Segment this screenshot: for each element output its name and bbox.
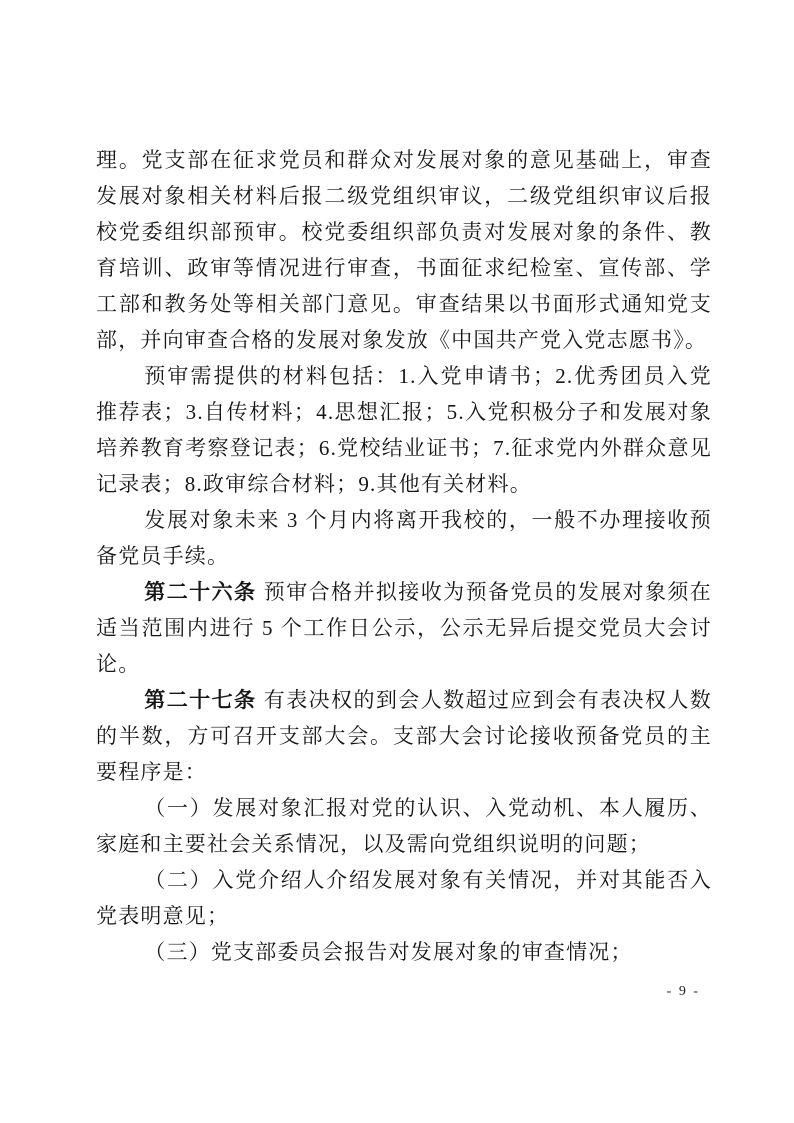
paragraph-article-27	[96, 682, 712, 790]
paragraph-item-3	[96, 934, 712, 970]
paragraph-text: 预审需提供的材料包括：1.入党申请书；2.优秀团员入党推荐表；3.自传材料；4.思想汇报；5.入党积极分子和发展对象培养教育考察登记表；6.党校结业证书；7.征求党内外群众意见记录表；8.政审综合材料；9.其他有关材料。	[96, 364, 712, 496]
article-27-heading: 第二十七条	[144, 688, 257, 712]
page-number: - 9 -	[666, 984, 700, 999]
paragraph-text: （三）党支部委员会报告对发展对象的审查情况；	[144, 940, 633, 964]
paragraph-article-26	[96, 574, 712, 682]
paragraph-text: （二）入党介绍人介绍发展对象有关情况，并对其能否入党表明意见；	[96, 868, 712, 928]
paragraph-materials-list	[96, 358, 712, 502]
document-body	[96, 142, 712, 970]
paragraph-continuation	[96, 142, 712, 358]
paragraph-text: （一）发展对象汇报对党的认识、入党动机、本人履历、家庭和主要社会关系情况，以及需向党组织说明的问题；	[96, 796, 712, 856]
paragraph-text: 理。党支部在征求党员和群众对发展对象的意见基础上，审查发展对象相关材料后报二级党组织审议，二级党组织审议后报校党委组织部预审。校党委组织部负责对发展对象的条件、教育培训、政审等情况进行审查，书面征求纪检室、宣传部、学工部和教务处等相关部门意见。审查结果以书面形式通知党支部，并向审查合格的发展对象发放《中国共产党入党志愿书》。	[96, 148, 712, 352]
paragraph-text: 有表决权的到会人数超过应到会有表决权人数的半数，方可召开支部大会。支部大会讨论接收预备党员的主要程序是：	[96, 688, 713, 784]
paragraph-leaving-school-rule	[96, 502, 712, 574]
paragraph-text: 预审合格并拟接收为预备党员的发展对象须在适当范围内进行 5 个工作日公示，公示无异后提交党员大会讨论。	[96, 580, 713, 676]
article-26-heading: 第二十六条	[144, 580, 257, 604]
paragraph-item-2	[96, 862, 712, 934]
paragraph-text: 发展对象未来 3 个月内将离开我校的，一般不办理接收预备党员手续。	[96, 508, 712, 568]
paragraph-item-1	[96, 790, 712, 862]
